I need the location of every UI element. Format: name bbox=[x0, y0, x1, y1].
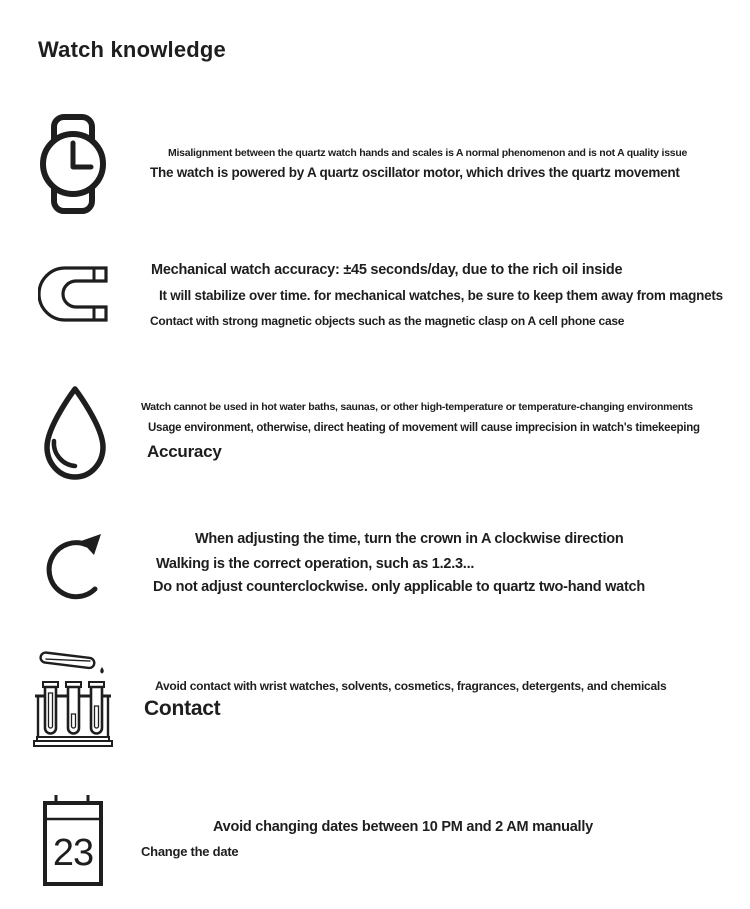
counterclockwise-warning-text: Do not adjust counterclockwise. only applicable to quartz two-hand watch bbox=[153, 579, 645, 595]
chemicals-warning-note: Avoid contact with wrist watches, solvents, cosmetics, fragrances, detergents, and chemicals bbox=[155, 679, 667, 693]
hot-water-warning-note: Watch cannot be used in hot water baths, saunas, or other high-temperature or temperature-changing environments bbox=[141, 401, 693, 413]
water-drop-icon bbox=[40, 384, 110, 481]
calendar-icon bbox=[40, 792, 106, 887]
magnet-icon bbox=[38, 266, 108, 328]
test-tubes-icon bbox=[33, 644, 113, 749]
magnet-warning-text: It will stabilize over time. for mechanical watches, be sure to keep them away from magnets bbox=[159, 288, 723, 303]
crown-clockwise-text: When adjusting the time, turn the crown in A clockwise direction bbox=[195, 531, 624, 547]
quartz-motor-text: The watch is powered by A quartz oscillator motor, which drives the quartz movement bbox=[150, 165, 680, 180]
magnetic-objects-note: Contact with strong magnetic objects such as the magnetic clasp on A cell phone case bbox=[150, 314, 625, 328]
clockwise-arrow-icon bbox=[43, 528, 107, 606]
walking-operation-text: Walking is the correct operation, such as 1.2.3... bbox=[156, 556, 475, 572]
usage-environment-text: Usage environment, otherwise, direct heating of movement will cause imprecision in watch's timekeeping bbox=[148, 422, 700, 434]
mechanical-accuracy-text: Mechanical watch accuracy: ±45 seconds/day, due to the rich oil inside bbox=[151, 262, 623, 278]
contact-heading: Contact bbox=[144, 697, 221, 720]
accuracy-heading: Accuracy bbox=[147, 442, 222, 461]
change-date-heading: Change the date bbox=[141, 844, 239, 859]
page-title: Watch knowledge bbox=[38, 37, 226, 62]
quartz-misalignment-note: Misalignment between the quartz watch hands and scales is A normal phenomenon and is not A quality issue bbox=[168, 147, 688, 159]
wristwatch-icon bbox=[40, 113, 106, 215]
date-change-warning-text: Avoid changing dates between 10 PM and 2 AM manually bbox=[213, 819, 593, 835]
calendar-day-label: 23 bbox=[52, 832, 94, 874]
